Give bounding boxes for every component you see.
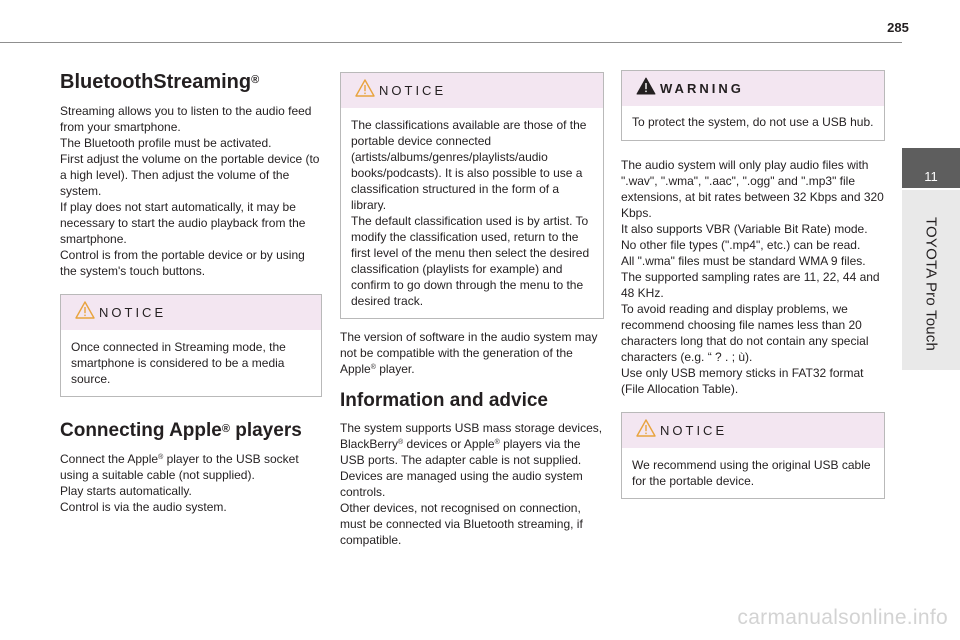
notice-text: Once connected in Streaming mode, the smartphone is considered to be a media source.	[71, 340, 286, 386]
connecting-apple-text: Connect the Apple® player to the USB socket using a suitable cable (not supplied). Play starts automatically. Control is via the audio system.	[60, 452, 299, 514]
notice-text: The classifications available are those of the portable device connected (artists/albums/genres/playlists/audio books/podcasts). It is also possible to use a classification structured in the form of a library. The default classification used is by artist. To modify the classification used, return to the first level of the menu then select the desired classification (playlists for example) and confirm to go down through the menu to the desired track.	[351, 118, 590, 308]
notice-label: NOTICE	[99, 305, 167, 320]
watermark: carmanualsonline.info	[737, 606, 948, 629]
warning-box-usb-hub	[621, 70, 885, 141]
notice-label: NOTICE	[660, 423, 728, 438]
warning-triangle-icon	[355, 79, 375, 97]
column-3	[621, 70, 885, 499]
column-1	[60, 70, 322, 515]
header-divider	[0, 42, 902, 43]
page-number: 285	[887, 20, 909, 35]
column-2	[340, 72, 604, 548]
warning-label: WARNING	[660, 81, 744, 96]
information-advice-text: The system supports USB mass storage devices, BlackBerry® devices or Apple® players via the USB ports. The adapter cable is not supplied. Devices are managed using the audio system controls. Other devices, not recognised on connection, must be connected via Bluetooth streaming, if compatible.	[340, 421, 603, 547]
software-compatibility-text: The version of software in the audio system may not be compatible with the generation of the Apple® player.	[340, 330, 598, 376]
notice-box-streaming	[60, 294, 322, 397]
warning-triangle-icon	[636, 419, 656, 437]
file-format-text: The audio system will only play audio files with ".wav", ".wma", ".aac", ".ogg" and ".mp3" file extensions, at bit rates between 32 Kbps and 320 Kbps. It also supports VBR (Variable Bit Rate) mode. No other file types (".mp4", etc.) can be read. All ".wma" files must be standard WMA 9 files. The supported sampling rates are 11, 22, 44 and 48 KHz. To avoid reading and display problems, we recommend choosing file names less than 20 characters long that do not contain any special characters (e.g. “ ? . ; ù). Use only USB memory sticks in FAT32 format (File Allocation Table).	[621, 158, 884, 396]
notice-box-classifications	[340, 72, 604, 319]
chapter-title-strip	[902, 190, 960, 370]
bluetooth-streaming-text: Streaming allows you to listen to the audio feed from your smartphone. The Bluetooth profile must be activated. First adjust the volume on the portable device (to a high level). Then adjust the volume of the system. If play does not start automatically, it may be necessary to start the audio playback from the smartphone. Control is from the portable device or by using the system's touch buttons.	[60, 104, 320, 278]
warning-text: To protect the system, do not use a USB hub.	[632, 115, 874, 129]
notice-box-usb-cable	[621, 412, 885, 499]
notice-header	[622, 413, 884, 448]
warning-triangle-icon	[75, 301, 95, 319]
notice-header	[61, 295, 321, 330]
chapter-title: TOYOTA Pro Touch	[922, 216, 940, 352]
notice-header	[341, 73, 603, 108]
heading-connecting-apple: Connecting Apple® players	[60, 420, 302, 441]
heading-information-advice: Information and advice	[340, 390, 548, 411]
notice-label: NOTICE	[379, 83, 447, 98]
warning-header	[622, 71, 884, 106]
warning-triangle-icon	[636, 77, 656, 95]
heading-bluetooth-streaming: BluetoothStreaming®	[60, 71, 260, 93]
notice-text: We recommend using the original USB cable for the portable device.	[632, 458, 871, 488]
chapter-tab: 11	[902, 148, 960, 188]
